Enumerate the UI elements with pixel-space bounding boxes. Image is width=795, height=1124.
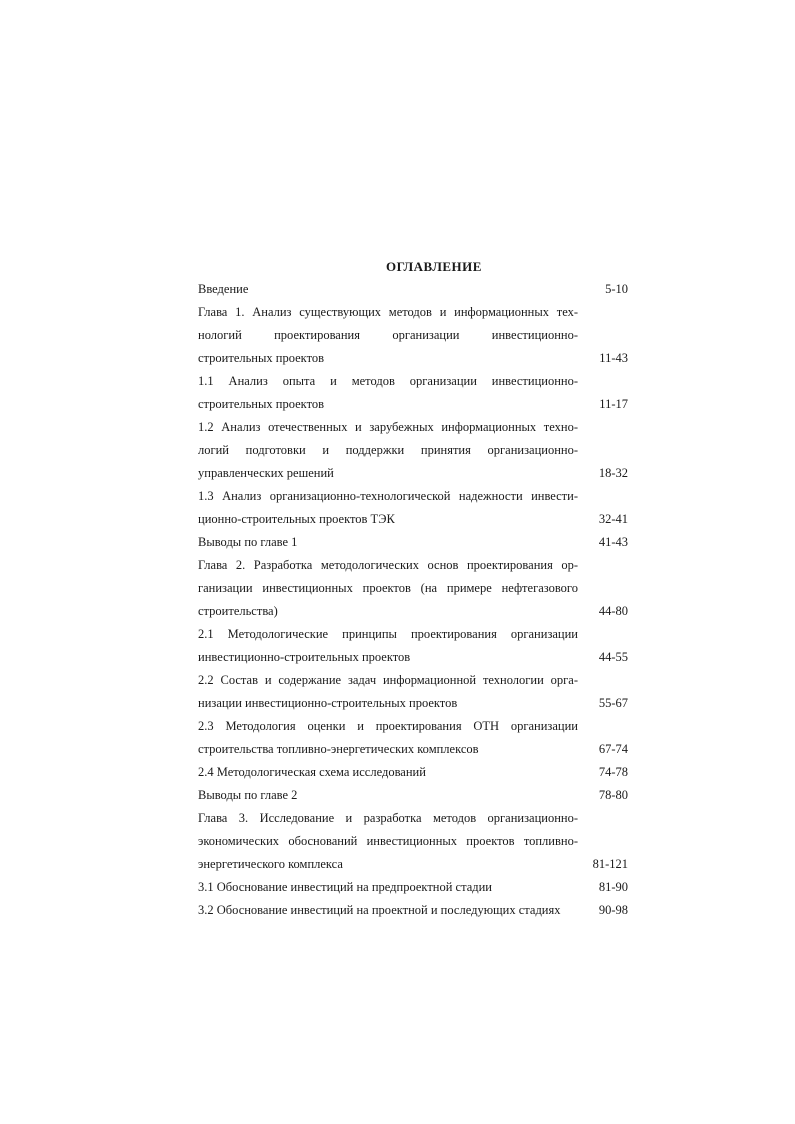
toc-entry-line: строительства топливно-энергетических комплексов: [198, 742, 479, 756]
toc-entry-line: 3.2 Обоснование инвестиций на проектной и последующих стадиях: [198, 903, 561, 917]
toc-entry-page: 81-121: [592, 857, 628, 871]
toc-entry-text: [198, 669, 578, 715]
toc-entry-section-2-2: [198, 669, 630, 715]
toc-entry-line: строительных проектов: [198, 351, 325, 365]
toc-entry-text: [198, 485, 578, 531]
toc-entry-text: [198, 715, 578, 761]
toc-entry-line: Глава 2. Разработка методологических основ проектирования ор-: [198, 558, 578, 572]
toc-entry-chapter-3: [198, 807, 630, 876]
toc-entry-page: 81-90: [598, 880, 628, 894]
toc-entry-line: строительных проектов: [198, 397, 325, 411]
toc-entry-section-1-3: [198, 485, 630, 531]
toc-entry-section-2-4: [198, 761, 630, 784]
toc-entry-line: Глава 3. Исследование и разработка методов организационно-: [198, 811, 578, 825]
toc-entry-text: [198, 807, 578, 876]
toc-entry-page: 55-67: [598, 696, 628, 710]
toc-entry-page: 32-41: [598, 512, 628, 526]
toc-entry-conclusions-2: [198, 784, 630, 807]
toc-entry-page: 44-80: [598, 604, 628, 618]
toc-entry-line: управленческих решений: [198, 466, 334, 480]
toc-entry-text: [198, 761, 578, 784]
toc-entry-page: 90-98: [598, 903, 628, 917]
toc-entry-page: 18-32: [598, 466, 628, 480]
toc-entry-page: 74-78: [598, 765, 628, 779]
toc-entry-page: 67-74: [598, 742, 628, 756]
toc-entry-introduction: [198, 278, 630, 301]
toc-entry-page: 44-55: [598, 650, 628, 664]
toc-entry-section-1-2: [198, 416, 630, 485]
toc-entry-chapter-1: [198, 301, 630, 370]
toc-entry-line: Введение: [198, 282, 249, 296]
toc-entry-section-3-2: [198, 899, 630, 922]
toc-entry-line: логий подготовки и поддержки принятия организационно-: [198, 443, 578, 457]
toc-entry-text: [198, 899, 578, 922]
toc-entry-text: [198, 416, 578, 485]
toc-entry-section-3-1: [198, 876, 630, 899]
toc-entry-text: [198, 623, 578, 669]
toc-entry-line: 2.4 Методологическая схема исследований: [198, 765, 426, 779]
toc-entry-line: нологий проектирования организации инвестиционно-: [198, 328, 578, 342]
toc-entry-line: 1.3 Анализ организационно-технологической надежности инвести-: [198, 489, 578, 503]
toc-entry-line: низации инвестиционно-строительных проектов: [198, 696, 458, 710]
toc-entry-line: экономических обоснований инвестиционных проектов топливно-: [198, 834, 578, 848]
toc-entry-line: 2.2 Состав и содержание задач информационной технологии орга-: [198, 673, 578, 687]
toc-entry-line: 3.1 Обоснование инвестиций на предпроектной стадии: [198, 880, 492, 894]
toc-entry-page: 78-80: [598, 788, 628, 802]
toc-entry-text: [198, 554, 578, 623]
toc-entry-text: [198, 301, 578, 370]
toc-entry-section-2-1: [198, 623, 630, 669]
toc-entry-line: ганизации инвестиционных проектов (на примере нефтегазового: [198, 581, 578, 595]
toc-entry-section-1-1: [198, 370, 630, 416]
toc-entry-line: строительства): [198, 604, 278, 618]
toc-entry-line: Выводы по главе 2: [198, 788, 298, 802]
toc-entry-page: 11-17: [599, 397, 628, 411]
toc-entry-text: [198, 370, 578, 416]
toc-entry-page: 41-43: [598, 535, 628, 549]
toc-entry-text: [198, 531, 578, 554]
toc-entry-line: 2.3 Методология оценки и проектирования ОТН организации: [198, 719, 578, 733]
toc-entry-line: 2.1 Методологические принципы проектирования организации: [198, 627, 578, 641]
toc-entry-line: энергетического комплекса: [198, 857, 343, 871]
toc-entry-text: [198, 278, 578, 301]
toc-entry-chapter-2: [198, 554, 630, 623]
toc-title: ОГЛАВЛЕНИЕ: [386, 259, 482, 274]
toc-entry-line: ционно-строительных проектов ТЭК: [198, 512, 395, 526]
toc-entry-page: 11-43: [599, 351, 628, 365]
toc-entry-section-2-3: [198, 715, 630, 761]
toc-entry-line: 1.1 Анализ опыта и методов организации инвестиционно-: [198, 374, 578, 388]
toc-entry-page: 5-10: [605, 282, 628, 296]
toc-entry-line: 1.2 Анализ отечественных и зарубежных информационных техно-: [198, 420, 578, 434]
toc-entry-conclusions-1: [198, 531, 630, 554]
toc-entry-line: Глава 1. Анализ существующих методов и информационных тех-: [198, 305, 578, 319]
toc-entry-text: [198, 876, 578, 899]
toc-entry-line: инвестиционно-строительных проектов: [198, 650, 411, 664]
toc-entry-line: Выводы по главе 1: [198, 535, 298, 549]
table-of-contents: [198, 258, 630, 922]
toc-entry-text: [198, 784, 578, 807]
